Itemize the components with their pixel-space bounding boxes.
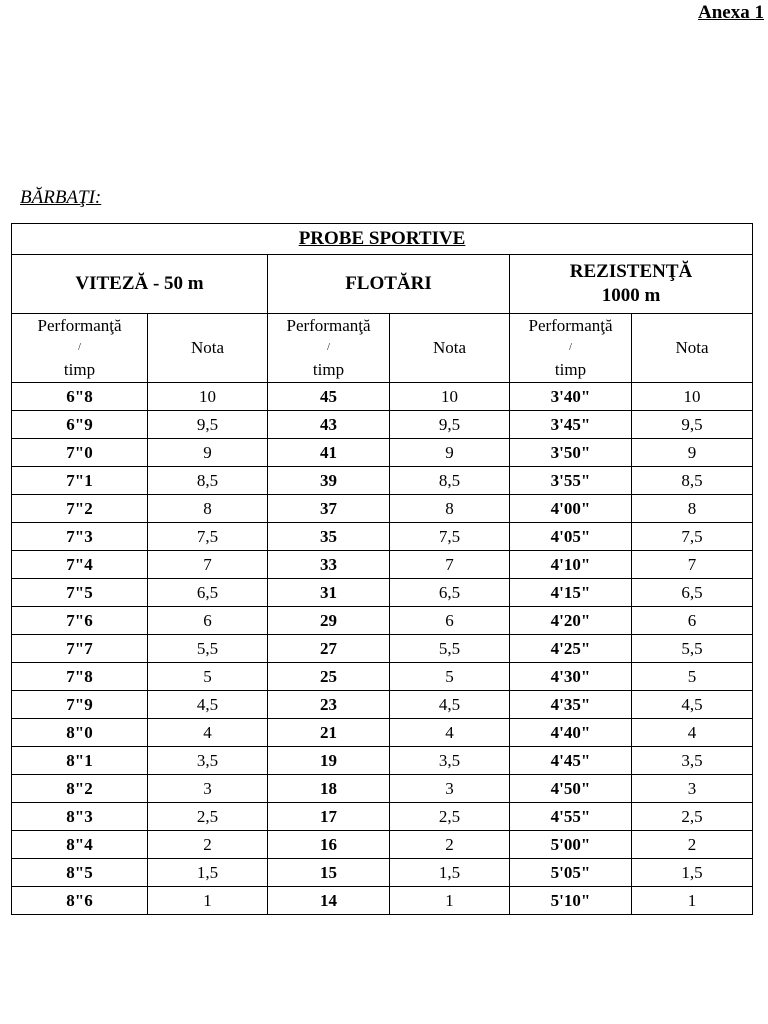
cell-pushups-grade: 8 [390,495,510,523]
cell-endurance-grade: 9 [632,439,753,467]
table-row [12,551,753,579]
cell-speed-grade: 1,5 [148,859,268,887]
cell-speed-time: 7"7 [12,635,148,663]
table-row [12,411,753,439]
cell-speed-time: 7"4 [12,551,148,579]
table-row [12,859,753,887]
cell-speed-time: 7"1 [12,467,148,495]
cell-speed-time: 7"8 [12,663,148,691]
cell-endurance-grade: 5,5 [632,635,753,663]
cell-endurance-time: 5'00" [510,831,632,859]
cell-endurance-time: 4'55" [510,803,632,831]
table-row [12,775,753,803]
cell-endurance-time: 3'55" [510,467,632,495]
cell-endurance-grade: 8 [632,495,753,523]
cell-speed-time: 8"0 [12,719,148,747]
cell-pushups-count: 16 [268,831,390,859]
cell-pushups-count: 37 [268,495,390,523]
sports-test-table [11,223,753,915]
table-row [12,523,753,551]
grade-label: Nota [432,338,467,357]
table-title-text: PROBE SPORTIVE [298,228,466,249]
cell-pushups-grade: 4 [390,719,510,747]
cell-pushups-count: 19 [268,747,390,775]
cell-endurance-grade: 4,5 [632,691,753,719]
cell-speed-time: 7"6 [12,607,148,635]
subheader-grade [390,314,510,383]
cell-pushups-count: 23 [268,691,390,719]
cell-speed-time: 7"0 [12,439,148,467]
cell-speed-grade: 9,5 [148,411,268,439]
cell-speed-grade: 10 [148,383,268,411]
cell-endurance-time: 4'00" [510,495,632,523]
cell-endurance-grade: 5 [632,663,753,691]
cell-speed-time: 8"4 [12,831,148,859]
cell-pushups-count: 14 [268,887,390,915]
cell-speed-grade: 7 [148,551,268,579]
perf-label: Performanţă [37,316,122,335]
cell-pushups-grade: 1,5 [390,859,510,887]
subheader-performance [510,314,632,383]
group-header-pushups-text: FLOTĂRI [345,273,432,294]
table-row [12,579,753,607]
cell-speed-grade: 2,5 [148,803,268,831]
cell-endurance-grade: 1 [632,887,753,915]
cell-speed-grade: 2 [148,831,268,859]
annex-label: Anexa 1 [698,2,764,23]
group-header-endurance [510,255,753,314]
group-header-endurance-distance: 1000 m [601,285,661,306]
cell-pushups-grade: 3 [390,775,510,803]
cell-endurance-time: 5'10" [510,887,632,915]
cell-speed-time: 7"3 [12,523,148,551]
cell-speed-grade: 1 [148,887,268,915]
cell-speed-time: 8"5 [12,859,148,887]
subheader-performance [12,314,148,383]
cell-endurance-grade: 4 [632,719,753,747]
cell-endurance-grade: 2,5 [632,803,753,831]
table-row [12,495,753,523]
cell-pushups-count: 43 [268,411,390,439]
cell-endurance-time: 4'35" [510,691,632,719]
subheader-grade [632,314,753,383]
table-row [12,831,753,859]
table-row [12,635,753,663]
perf-slash: / [78,342,81,353]
grade-label: Nota [190,338,225,357]
perf-slash: / [327,342,330,353]
cell-speed-grade: 6,5 [148,579,268,607]
cell-speed-time: 8"1 [12,747,148,775]
cell-endurance-time: 3'50" [510,439,632,467]
cell-endurance-time: 4'25" [510,635,632,663]
cell-speed-time: 6"8 [12,383,148,411]
cell-speed-grade: 4,5 [148,691,268,719]
cell-speed-grade: 3,5 [148,747,268,775]
subheader-grade [148,314,268,383]
cell-endurance-time: 4'10" [510,551,632,579]
cell-pushups-count: 31 [268,579,390,607]
cell-pushups-grade: 10 [390,383,510,411]
cell-pushups-grade: 6,5 [390,579,510,607]
cell-pushups-count: 25 [268,663,390,691]
cell-speed-time: 8"2 [12,775,148,803]
cell-pushups-grade: 4,5 [390,691,510,719]
grade-label: Nota [675,338,709,357]
cell-endurance-grade: 1,5 [632,859,753,887]
cell-endurance-grade: 7 [632,551,753,579]
perf-slash: / [569,342,572,353]
cell-pushups-grade: 7,5 [390,523,510,551]
table-row [12,691,753,719]
section-heading: BĂRBAŢI: [20,187,102,208]
table-row [12,439,753,467]
cell-pushups-grade: 9 [390,439,510,467]
table-row [12,887,753,915]
table-row [12,467,753,495]
cell-speed-grade: 9 [148,439,268,467]
perf-label: Performanţă [286,316,371,335]
cell-endurance-time: 3'45" [510,411,632,439]
cell-pushups-grade: 5,5 [390,635,510,663]
cell-endurance-time: 4'30" [510,663,632,691]
table-title [12,224,753,255]
cell-endurance-grade: 6 [632,607,753,635]
cell-pushups-grade: 6 [390,607,510,635]
cell-speed-time: 6"9 [12,411,148,439]
cell-pushups-grade: 3,5 [390,747,510,775]
cell-endurance-grade: 6,5 [632,579,753,607]
cell-speed-time: 7"9 [12,691,148,719]
cell-endurance-grade: 3 [632,775,753,803]
cell-speed-grade: 3 [148,775,268,803]
table-row [12,383,753,411]
cell-speed-time: 8"3 [12,803,148,831]
perf-unit: timp [554,360,587,379]
cell-endurance-time: 4'50" [510,775,632,803]
cell-speed-time: 8"6 [12,887,148,915]
cell-pushups-count: 18 [268,775,390,803]
cell-endurance-time: 4'40" [510,719,632,747]
cell-speed-grade: 4 [148,719,268,747]
table-row [12,719,753,747]
perf-unit: timp [312,360,345,379]
cell-speed-time: 7"2 [12,495,148,523]
cell-pushups-count: 33 [268,551,390,579]
cell-endurance-grade: 2 [632,831,753,859]
cell-speed-grade: 5 [148,663,268,691]
cell-speed-time: 7"5 [12,579,148,607]
table-row [12,747,753,775]
cell-pushups-count: 41 [268,439,390,467]
perf-unit: timp [63,360,96,379]
cell-pushups-grade: 2,5 [390,803,510,831]
cell-pushups-grade: 9,5 [390,411,510,439]
cell-pushups-count: 45 [268,383,390,411]
cell-endurance-time: 3'40" [510,383,632,411]
group-header-pushups [268,255,510,314]
cell-endurance-grade: 8,5 [632,467,753,495]
cell-pushups-grade: 5 [390,663,510,691]
table-row [12,607,753,635]
cell-speed-grade: 7,5 [148,523,268,551]
cell-endurance-time: 4'15" [510,579,632,607]
cell-speed-grade: 5,5 [148,635,268,663]
cell-pushups-count: 15 [268,859,390,887]
cell-endurance-time: 4'45" [510,747,632,775]
cell-endurance-grade: 9,5 [632,411,753,439]
cell-pushups-count: 27 [268,635,390,663]
cell-endurance-grade: 10 [632,383,753,411]
table-row [12,803,753,831]
cell-endurance-grade: 7,5 [632,523,753,551]
perf-label: Performanţă [528,316,613,335]
cell-pushups-count: 39 [268,467,390,495]
cell-pushups-count: 21 [268,719,390,747]
cell-pushups-count: 35 [268,523,390,551]
cell-endurance-time: 4'05" [510,523,632,551]
cell-speed-grade: 6 [148,607,268,635]
cell-endurance-grade: 3,5 [632,747,753,775]
group-header-speed-text: VITEZĂ - 50 m [75,273,204,294]
table-row [12,663,753,691]
cell-pushups-grade: 7 [390,551,510,579]
group-header-endurance-text: REZISTENŢĂ [569,261,693,282]
subheader-performance [268,314,390,383]
cell-endurance-time: 4'20" [510,607,632,635]
cell-pushups-grade: 2 [390,831,510,859]
cell-speed-grade: 8,5 [148,467,268,495]
cell-pushups-grade: 8,5 [390,467,510,495]
cell-pushups-count: 29 [268,607,390,635]
cell-endurance-time: 5'05" [510,859,632,887]
cell-pushups-grade: 1 [390,887,510,915]
cell-speed-grade: 8 [148,495,268,523]
group-header-speed [12,255,268,314]
cell-pushups-count: 17 [268,803,390,831]
